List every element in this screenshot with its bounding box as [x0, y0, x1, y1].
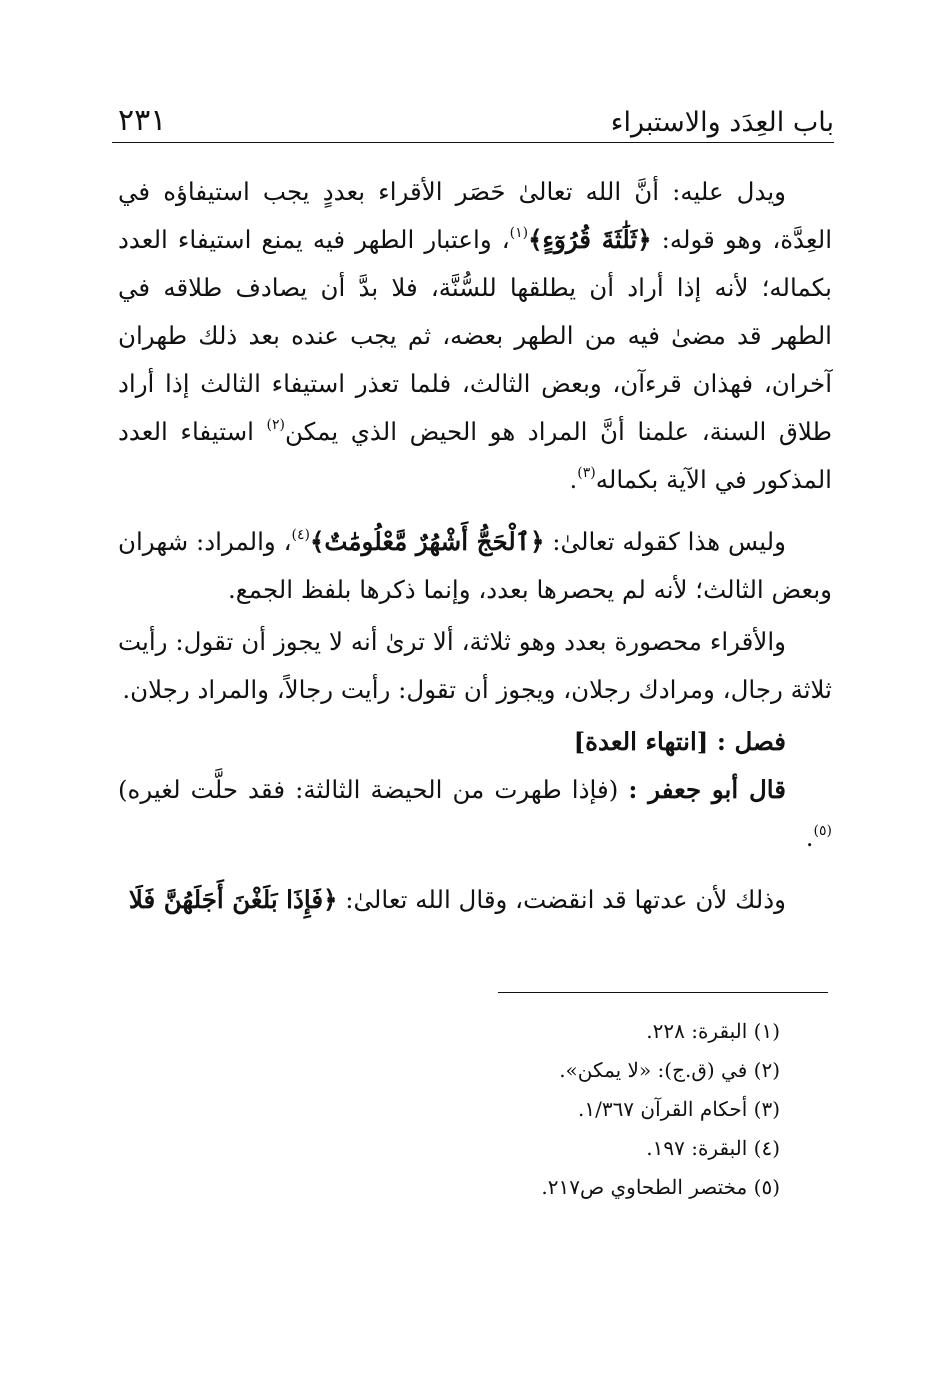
main-text — [118, 168, 832, 924]
paragraph-3-text: والأقراء محصورة بعدد وهو ثلاثة، ألا ترىٰ أنه لا يجوز أن تقول: رأيت ثلاثة رجال، ومرادك رجلان، ويجوز أن تقول: رأيت رجالاً، والمراد رجلان. — [118, 627, 832, 704]
paragraph-1-text: ويدل عليه: أنَّ الله تعالىٰ حَصَر الأقراء بعددٍ يجب استيفاؤه في العِدَّة، وهو قوله: — [118, 177, 833, 254]
paragraph-4 — [118, 766, 832, 862]
paragraph-2 — [118, 518, 832, 614]
paragraph-1-rest: ، واعتبار الطهر فيه يمنع استيفاء العدد بكماله؛ لأنه إذا أراد أن يطلقها للسُّنَّة، فلا بدَّ أن يصادف طلاقه في الطهر قد مضىٰ فيه من الطهر بعضه، ثم يجب عنده بعد ذلك طهران آخران، فهذان قرءآن، وبعض الثالث، فلما تعذر استيفاء الثالث إذا أراد طلاق السنة، علمنا أنَّ المراد هو الحيض الذي يمكن — [118, 225, 833, 446]
footnote-ref-4: (٤) — [291, 526, 311, 543]
footnote-ref-5: (٥) — [813, 822, 832, 839]
paragraph-3 — [118, 618, 832, 714]
paragraph-5-text: وذلك لأن عدتها قد انقضت، وقال الله تعالىٰ: — [337, 885, 786, 914]
quran-verse-3: ﴿فَإِذَا بَلَغْنَ أَجَلَهُنَّ فَلَا — [128, 885, 338, 914]
footnotes — [280, 1012, 780, 1207]
paragraph-1-end: . — [569, 465, 578, 494]
footnote-4: (٤) البقرة: ١٩٧. — [646, 1136, 780, 1160]
footnote-ref-2: (٢) — [266, 416, 285, 433]
footnote-ref-1: (١) — [509, 224, 529, 241]
footnote-2: (٢) في (ق.ج): «لا يمكن». — [559, 1058, 780, 1082]
footnote-separator — [498, 992, 828, 993]
footnote-1: (١) البقرة: ٢٢٨. — [646, 1019, 780, 1043]
paragraph-4-text: (فإذا طهرت من الحيضة الثالثة: فقد حلَّت لغيره) — [118, 775, 629, 804]
quran-verse-1: ﴿ثَلَٰثَةَ قُرُوٓءٍ﴾ — [528, 225, 652, 254]
paragraph-2-rest: ، والمراد: شهران وبعض الثالث؛ لأنه لم يحصرها بعدد، وإنما ذكرها بلفظ الجمع. — [118, 527, 832, 604]
paragraph-2-text: وليس هذا كقوله تعالىٰ: — [544, 527, 786, 556]
footnote-ref-3: (٣) — [577, 464, 596, 481]
running-title: باب العِدَد والاستبراء — [610, 107, 834, 138]
paragraph-4-end: . — [805, 823, 814, 852]
section-heading: فصل : [انتهاء العدة] — [573, 727, 786, 756]
speaker-label: قال أبو جعفر : — [628, 775, 786, 804]
footnote-3: (٣) أحكام القرآن ١/٣٦٧. — [577, 1097, 780, 1121]
paragraph-1 — [118, 168, 832, 504]
paragraph-5 — [118, 876, 832, 924]
page-number: ٢٣١ — [118, 103, 167, 138]
paragraph-1-rest2: استيفاء العدد المذكور في الآية بكماله — [118, 417, 832, 494]
footnote-5: (٥) مختصر الطحاوي ص٢١٧. — [541, 1175, 780, 1199]
page-header — [112, 86, 834, 143]
quran-verse-2: ﴿ٱلْحَجُّ أَشْهُرٌ مَّعْلُومَٰتٌ﴾ — [310, 527, 545, 556]
